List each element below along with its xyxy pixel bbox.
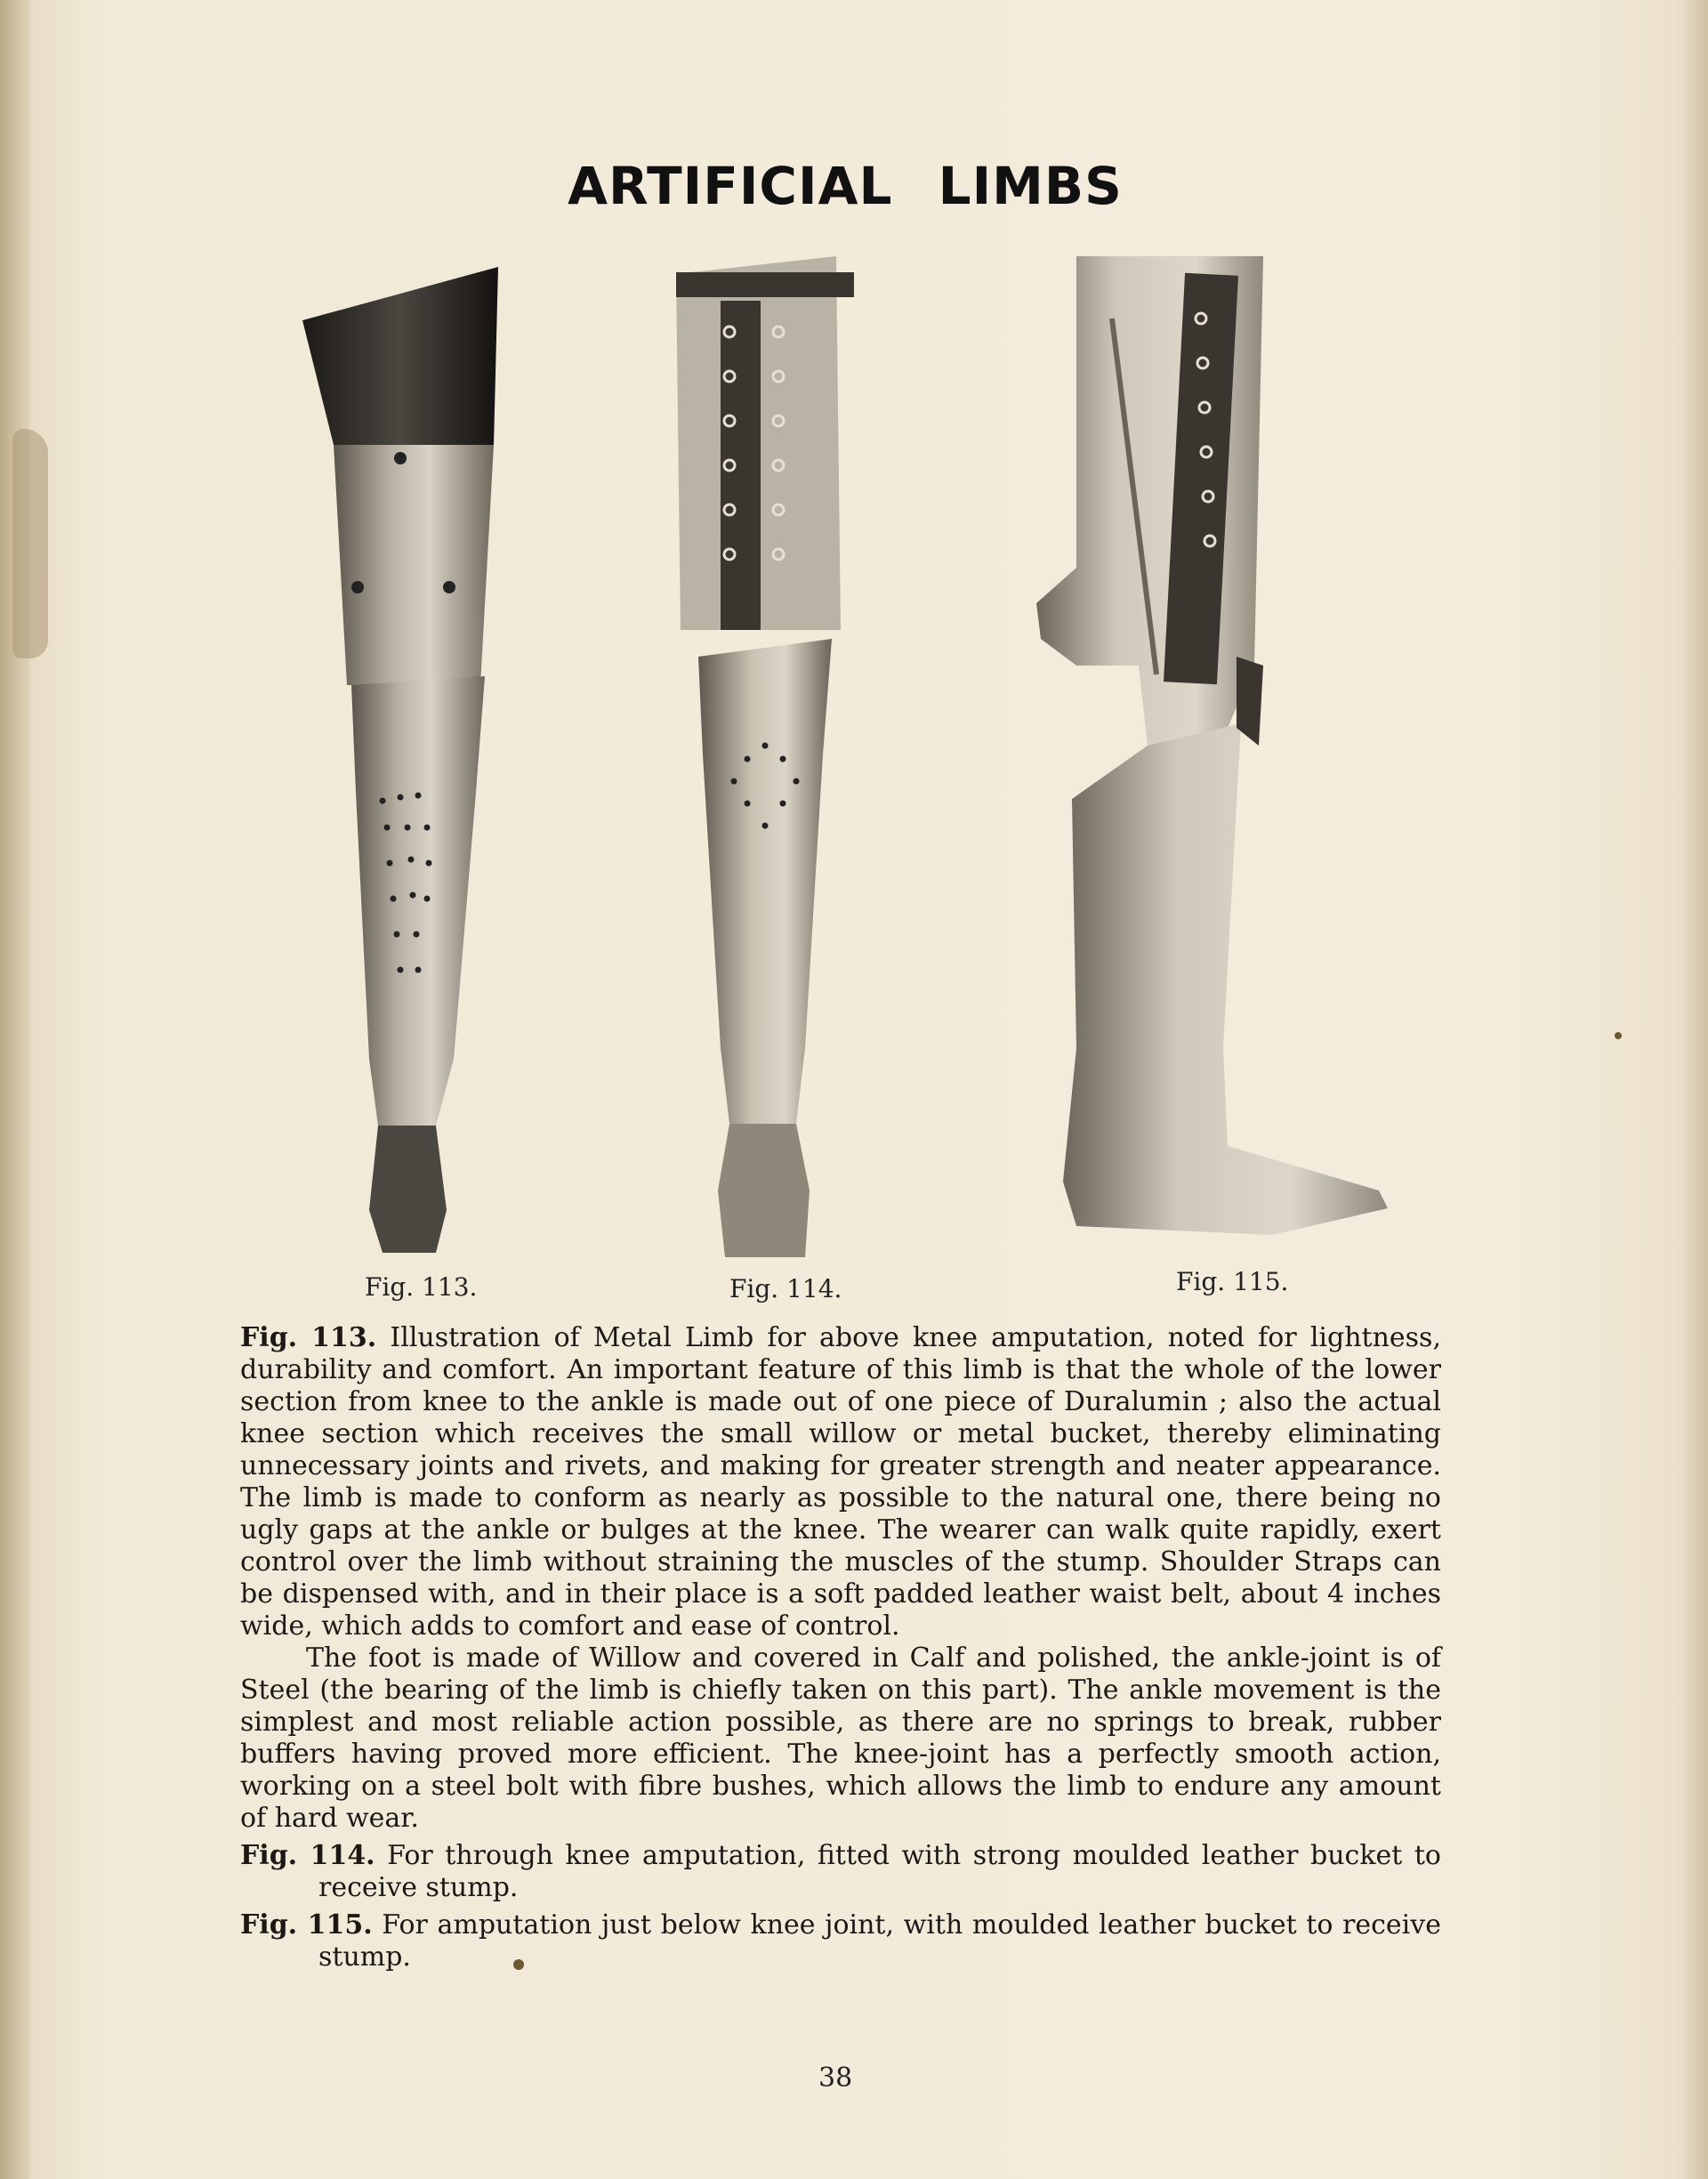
page-edge-shadow: [1681, 0, 1708, 2179]
figure-114-caption: Fig. 114.: [729, 1274, 842, 1303]
below-knee-limb-illustration: [1023, 247, 1397, 1253]
book-spine: [0, 0, 30, 2179]
figure-115-caption: Fig. 115.: [1176, 1267, 1289, 1296]
figure-113: [294, 258, 525, 1263]
paragraph-fig-113: [240, 1322, 1441, 1642]
figure-115: [1023, 247, 1397, 1253]
fig-115-reference: Fig. 115.: [240, 1909, 373, 1941]
metal-limb-above-knee-illustration: [294, 258, 525, 1263]
fig-113-reference: Fig. 113.: [240, 1322, 377, 1353]
fig-115-description: For amputation just below knee joint, with moulded leather bucket to receive stump.: [318, 1909, 1441, 1973]
ink-spot: [513, 1959, 524, 1970]
torn-edge: [12, 429, 48, 658]
figure-114: [663, 247, 867, 1266]
figure-113-caption: Fig. 113.: [365, 1272, 478, 1302]
body-text: [240, 1322, 1441, 1973]
paragraph-fig-115: [240, 1909, 1441, 1973]
page-title: ARTIFICIAL LIMBS: [568, 156, 1123, 216]
ink-spot: [1615, 1032, 1622, 1039]
fig-114-description: For through knee amputation, fitted with strong moulded leather bucket to receive stump.: [318, 1840, 1441, 1903]
fig-114-reference: Fig. 114.: [240, 1840, 375, 1871]
fig-113-description: Illustration of Metal Limb for above knee amputation, noted for lightness, durability and comfort. An important feature of this limb is that the whole of the lower section from knee to the ankle is made out of one piece of Duralumin ; also the actual knee section which receives the small willow or metal bucket, thereby eliminating unnecessary joints and rivets, and making for greater strength and neater appearance. The limb is made to conform as nearly as possible to the natural one, there being no ugly gaps at the ankle or bulges at the knee. The wearer can walk quite rapidly, exert control over the limb without straining the muscles of the stump. Shoulder Straps can be dispensed with, and in their place is a soft padded leather waist belt, about 4 inches wide, which adds to comfort and ease of control.: [240, 1322, 1441, 1642]
page-number: 38: [818, 2062, 853, 2094]
through-knee-limb-illustration: [663, 247, 867, 1266]
paragraph-fig-114: [240, 1840, 1441, 1904]
paragraph-foot-description: The foot is made of Willow and covered in Calf and polished, the ankle-joint is of Steel (the bearing of the limb is chiefly taken on this part). The ankle movement is the simplest and most reliable action possible, as there are no springs to break, rubber buffers having proved more efficient. The knee-joint has a perfectly smooth action, working on a steel bolt with fibre bushes, which allows the limb to endure any amount of hard wear.: [240, 1642, 1441, 1834]
